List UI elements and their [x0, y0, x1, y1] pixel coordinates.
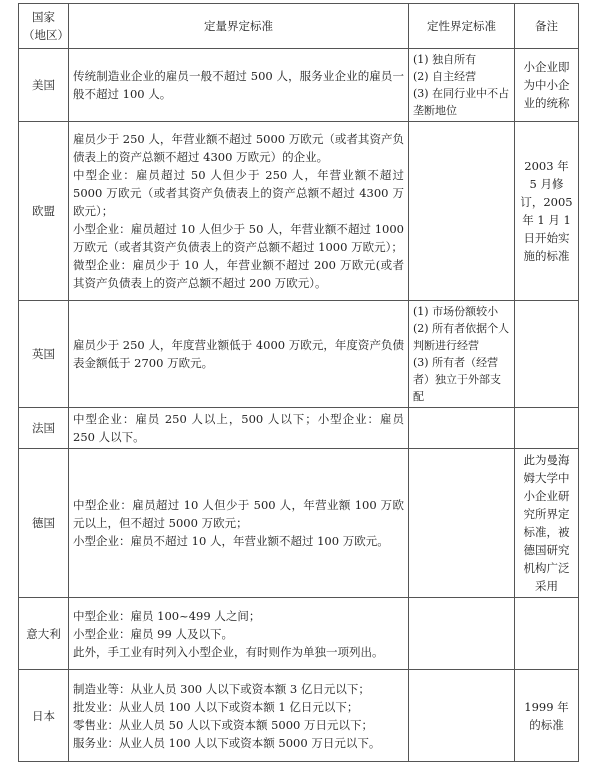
- table-row: [19, 49, 579, 122]
- header-country: 国家（地区）: [19, 4, 69, 49]
- remarks-cell: [515, 598, 579, 670]
- remarks-cell: 1999 年的标准: [515, 670, 579, 762]
- quantitative-cell: [69, 449, 409, 598]
- quantitative-line: 批发业：从业人员 100 人以下或资本额 1 亿日元以下；: [73, 699, 359, 714]
- quantitative-cell: [69, 301, 409, 408]
- quantitative-line: 零售业：从业人员 50 人以下或资本额 5000 万日元以下；: [73, 717, 374, 732]
- header-qualitative: 定性界定标准: [409, 4, 515, 49]
- quantitative-line: 雇员少于 250 人，年营业额不超过 5000 万欧元（或者其资产负债表上的资产总额不超过 4300 万欧元）的企业。: [73, 132, 404, 164]
- quantitative-line: 中型企业：雇员超过 10 人但少于 500 人，年营业额 100 万欧元以上，但不超过 5000 万欧元；: [73, 498, 404, 530]
- table-row: [19, 301, 579, 408]
- qualitative-cell: [409, 408, 515, 449]
- table-row: [19, 598, 579, 670]
- quantitative-line: 小型企业：雇员不超过 10 人，年营业额不超过 100 万欧元。: [73, 534, 389, 548]
- quantitative-line: 此外，手工业有时列入小型企业，有时则作为单独一项列出。: [73, 644, 384, 659]
- quantitative-cell: [69, 408, 409, 449]
- country-cell: 意大利: [19, 598, 69, 670]
- quantitative-line: 小型企业：雇员超过 10 人但少于 50 人，年营业额不超过 1000 万欧元（或者其资产负债表上的资产总额不超过 1000 万欧元）；: [73, 222, 404, 254]
- header-quantitative: 定量界定标准: [69, 4, 409, 49]
- country-cell: 美国: [19, 49, 69, 122]
- qualitative-cell: [409, 49, 515, 122]
- quantitative-line: 小型企业：雇员 99 人及以下。: [73, 626, 233, 641]
- country-cell: 德国: [19, 449, 69, 598]
- country-cell: 日本: [19, 670, 69, 762]
- qualitative-cell: [409, 301, 515, 408]
- table-row: [19, 449, 579, 598]
- header-remarks: 备注: [515, 4, 579, 49]
- qualitative-cell: [409, 670, 515, 762]
- quantitative-line: 中型企业：雇员 100~499 人之间；: [73, 608, 261, 623]
- quantitative-cell: [69, 670, 409, 762]
- qualitative-line: (1) 独自所有: [413, 53, 477, 66]
- qualitative-line: (3) 在同行业中不占垄断地位: [413, 87, 510, 117]
- quantitative-line: 微型企业：雇员少于 10 人，年营业额不超过 200 万欧元(或者其资产负债表上的资产总额不超过 200 万欧元）。: [73, 258, 404, 290]
- quantitative-line: 中型企业：雇员超过 50 人但少于 250 人，年营业额不超过 5000 万欧元（或者其资产负债表上的资产总额不超过 4300 万欧元）；: [73, 168, 404, 218]
- quantitative-line: 服务业：从业人员 100 人以下或资本额 5000 万日元以下。: [73, 735, 381, 750]
- qualitative-line: (1) 市场份额较小: [413, 305, 499, 318]
- remarks-cell: 小企业即为中小企业的统称: [515, 49, 579, 122]
- quantitative-cell: [69, 49, 409, 122]
- qualitative-cell: [409, 449, 515, 598]
- country-cell: 欧盟: [19, 122, 69, 301]
- quantitative-cell: [69, 598, 409, 670]
- qualitative-line: (3) 所有者（经营者）独立于外部支配: [413, 356, 501, 403]
- remarks-cell: 2003 年 5 月修订，2005 年 1 月 1 日开始实施的标准: [515, 122, 579, 301]
- remarks-cell: 此为曼海姆大学中小企业研究所界定标准，被德国研究机构广泛采用: [515, 449, 579, 598]
- qualitative-cell: [409, 122, 515, 301]
- country-cell: 法国: [19, 408, 69, 449]
- table-row: [19, 408, 579, 449]
- qualitative-line: (2) 所有者依据个人判断进行经营: [413, 322, 510, 352]
- table-row: [19, 122, 579, 301]
- quantitative-line: 雇员少于 250 人，年度营业额低于 4000 万欧元，年度资产负债表金额低于 2700 万欧元。: [73, 338, 404, 370]
- quantitative-line: 传统制造业企业的雇员一般不超过 500 人，服务业企业的雇员一般不超过 100 人。: [73, 69, 404, 101]
- quantitative-cell: [69, 122, 409, 301]
- sme-definition-table: [18, 3, 579, 762]
- header-row: [19, 4, 579, 49]
- quantitative-line: 中型企业：雇员 250 人以上，500 人以下；小型企业：雇员 250 人以下。: [73, 412, 404, 444]
- quantitative-line: 制造业等：从业人员 300 人以下或资本额 3 亿日元以下；: [73, 681, 370, 696]
- country-cell: 英国: [19, 301, 69, 408]
- remarks-cell: [515, 301, 579, 408]
- table-row: [19, 670, 579, 762]
- remarks-cell: [515, 408, 579, 449]
- qualitative-cell: [409, 598, 515, 670]
- qualitative-line: (2) 自主经营: [413, 70, 477, 83]
